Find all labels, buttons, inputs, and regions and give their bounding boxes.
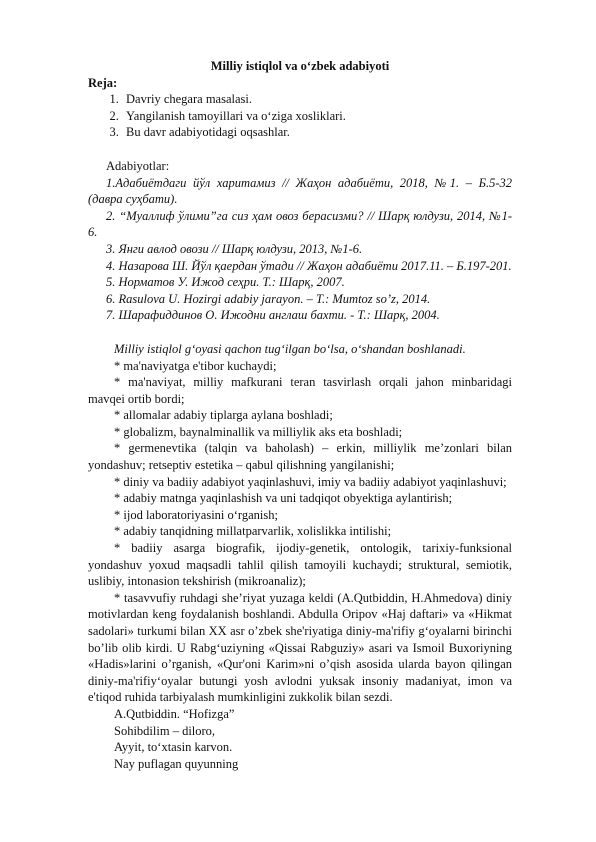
reference-item: 6. Rasulova U. Hozirgi adabiy jarayon. – T.: Mumtoz so’z, 2014. xyxy=(106,291,431,306)
body-paragraph: * diniy va badiiy adabiyot yaqinlashuvi, imiy va badiiy adabiyot yaqinlashuvi; xyxy=(114,474,507,489)
body-paragraph: * tasavvufiy ruhdagi she’riyat yuzaga keldi (A.Qutbiddin, H.Ahmedova) diniy motivlardan keng foydalanish boshlandi. Abdulla Oripov «Haj daftari» va «Hikmat sadolari» turkumi bilan XX asr o’zbek she'riyatiga diniy-ma'rifiy g‘oyalarni birinchi bo’lib olib kirdi. U Rabg‘uziyning «Qissai Rabguziy» asari va Ismoil Buxoriyning «Hadis»larini o’rganish, «Qur'oni Karim»ni o’qish asosida ularda bayon qilingan diniy-ma'rifiy‘oyalar butungi yosh avlodni yuksak insoniy madaniyat, imon va e'tiqod ruhida tarbiyalash mumkinligini zukkolik bilan sezdi. xyxy=(88,590,512,705)
body-paragraph: * ma'naviyat, milliy mafkurani teran tasvirlash orqali jahon minbaridagi mavqei ortib bordi; xyxy=(88,375,512,406)
poem-line: Ayyit, to‘xtasin karvon. xyxy=(114,740,233,755)
body-paragraph: * ma'naviyatga e'tibor kuchaydi; xyxy=(114,358,277,373)
body-paragraph: * ijod laboratoriyasini o‘rganish; xyxy=(114,507,278,522)
reference-item: 5. Норматов У. Ижод сеҳри. Т.: Шарқ, 2007. xyxy=(106,275,345,290)
reference-item: 7. Шарафиддинов О. Ижодни англаш бахти. - Т.: Шарқ, 2004. xyxy=(106,308,440,323)
plan-heading: Reja: xyxy=(88,75,118,90)
body-paragraph: * badiiy asarga biografik, ijodiy-genetik, ontologik, tarixiy-funksional yondashuv yoxud maqsadli tahlil qilish tamoyili kuchaydi; struktural, semiotik, uslibiy, intonasion tekshirish (mikroanaliz); xyxy=(88,541,512,589)
body-paragraph: * allomalar adabiy tiplarga aylana boshladi; xyxy=(114,408,333,423)
poem-line: A.Qutbiddin. “Hofizga” xyxy=(114,706,235,721)
reference-item: 4. Назарова Ш. Йўл қаердан ўтади // Жаҳон адабиёти 2017.11. – Б.197-201. xyxy=(106,258,512,273)
reference-item: 1.Адабиётдаги йўл харитамиз // Жаҳон адабиёти, 2018, №1. – Б.5-32 (давра суҳбати). xyxy=(88,175,512,207)
plan-item: 2. Yangilanish tamoyillari va o‘ziga xosliklari. xyxy=(122,108,512,125)
document-title: Milliy istiqlol va o‘zbek adabiyoti xyxy=(210,59,390,73)
plan-item: 3. Bu davr adabiyotidagi oqsashlar. xyxy=(122,124,512,141)
section-lead: Milliy istiqlol g‘oyasi qachon tug‘ilgan bo‘lsa, o‘shandan boshlanadi. xyxy=(114,341,466,356)
poem-line: Sohibdilim – diloro, xyxy=(114,723,216,738)
reference-item: 2. “Муаллиф ўлими”га сиз ҳам овоз берасизми? // Шарқ юлдузи, 2014, №1-6. xyxy=(88,208,512,240)
plan-item: 1. Davriy chegara masalasi. xyxy=(122,91,512,108)
references-heading: Adabiyotlar: xyxy=(106,158,170,173)
body-paragraph: * adabiy matnga yaqinlashish va uni tadqiqot obyektiga aylantirish; xyxy=(114,491,453,506)
reference-item: 3. Янги авлод овози // Шарқ юлдузи, 2013, №1-6. xyxy=(106,241,363,256)
body-paragraph: * globalizm, baynalminallik va milliylik aks eta boshladi; xyxy=(114,424,403,439)
poem-line: Nay puflagan quyunning xyxy=(114,756,239,771)
body-paragraph: * germenevtika (talqin va baholash) – erkin, milliylik me’zonlari bilan yondashuv; retseptiv estetika – qabul qilishning yangilanishi; xyxy=(88,441,512,473)
plan-list xyxy=(88,91,512,141)
body-paragraph: * adabiy tanqidning millatparvarlik, xolislikka intilishi; xyxy=(114,524,392,539)
